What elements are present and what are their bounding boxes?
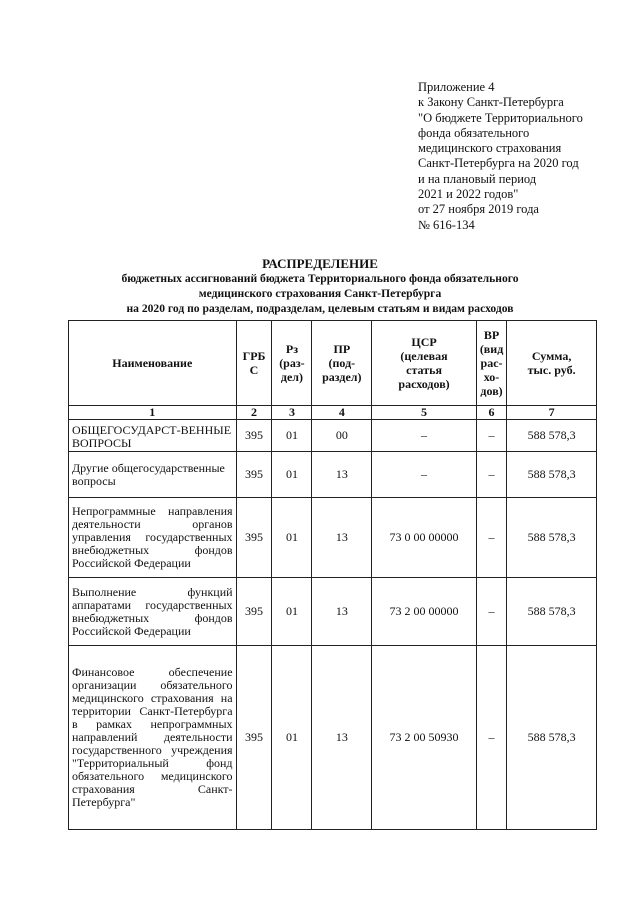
cell-rz: 01 <box>272 646 312 830</box>
row-name: Выполнение функций аппаратами государственных внебюджетных фондов Российской Федерации <box>69 578 237 646</box>
header-vr: ВР (вид рас- хо- дов) <box>476 321 506 406</box>
title-line: медицинского страхования Санкт-Петербурга <box>198 286 442 300</box>
cell-csr: 73 2 00 00000 <box>372 578 477 646</box>
cell-sum: 588 578,3 <box>507 452 597 498</box>
row-name: Другие общегосударственные вопросы <box>69 452 237 498</box>
cell-vr: – <box>476 578 506 646</box>
cell-pr: 13 <box>312 498 372 578</box>
cell-csr: – <box>372 420 477 452</box>
cell-grbs: 395 <box>236 420 272 452</box>
column-number: 2 <box>236 406 272 420</box>
cell-pr: 13 <box>312 578 372 646</box>
cell-rz: 01 <box>272 578 312 646</box>
header-sum: Сумма, тыс. руб. <box>507 321 597 406</box>
cell-csr: 73 2 00 50930 <box>372 646 477 830</box>
header-name: Наименование <box>69 321 237 406</box>
appendix-line: от 27 ноября 2019 года <box>418 202 539 217</box>
table-header-row <box>69 321 597 406</box>
cell-csr: – <box>372 452 477 498</box>
appendix-line: Санкт-Петербурга на 2020 год <box>418 156 579 171</box>
cell-csr: 73 0 00 00000 <box>372 498 477 578</box>
column-number: 4 <box>312 406 372 420</box>
cell-grbs: 395 <box>236 578 272 646</box>
cell-vr: – <box>476 452 506 498</box>
cell-sum: 588 578,3 <box>507 646 597 830</box>
cell-sum: 588 578,3 <box>507 420 597 452</box>
cell-grbs: 395 <box>236 498 272 578</box>
cell-vr: – <box>476 498 506 578</box>
row-name: Финансовое обеспечение организации обязательного медицинского страхования на территории Санкт-Петербурга в рамках непрограммных направлений деятельности государственного учреждения "Территориальный фонд обязательного медицинского страхования Санкт-Петербурга" <box>69 646 237 830</box>
cell-pr: 13 <box>312 452 372 498</box>
column-number: 1 <box>69 406 237 420</box>
table-row <box>69 578 597 646</box>
row-name: Непрограммные направления деятельности органов управления государственных внебюджетных фондов Российской Федерации <box>69 498 237 578</box>
cell-vr: – <box>476 420 506 452</box>
column-number: 7 <box>507 406 597 420</box>
cell-sum: 588 578,3 <box>507 498 597 578</box>
column-number: 5 <box>372 406 477 420</box>
title-main: РАСПРЕДЕЛЕНИЕ <box>262 256 378 271</box>
cell-vr: – <box>476 646 506 830</box>
header-rz: Рз (раз- дел) <box>272 321 312 406</box>
cell-pr: 13 <box>312 646 372 830</box>
cell-grbs: 395 <box>236 452 272 498</box>
header-grbs: ГРБ С <box>236 321 272 406</box>
budget-table <box>68 320 597 830</box>
appendix-line: 2021 и 2022 годов" <box>418 187 519 202</box>
row-name: ОБЩЕГОСУДАРСТ-ВЕННЫЕ ВОПРОСЫ <box>69 420 237 452</box>
cell-sum: 588 578,3 <box>507 578 597 646</box>
appendix-line: Приложение 4 <box>418 80 495 94</box>
column-number: 3 <box>272 406 312 420</box>
table-row <box>69 498 597 578</box>
cell-rz: 01 <box>272 452 312 498</box>
appendix-line: № 616-134 <box>418 217 475 232</box>
column-number: 6 <box>476 406 506 420</box>
header-csr: ЦСР (целевая статья расходов) <box>372 321 477 406</box>
column-number-row <box>69 406 597 420</box>
cell-grbs: 395 <box>236 646 272 830</box>
title-line: на 2020 год по разделам, подразделам, целевым статьям и видам расходов <box>126 301 514 315</box>
appendix-line: медицинского страхования <box>418 141 562 156</box>
cell-rz: 01 <box>272 420 312 452</box>
cell-rz: 01 <box>272 498 312 578</box>
appendix-line: "О бюджете Территориального <box>418 110 583 125</box>
table-row <box>69 420 597 452</box>
header-pr: ПР (под- раздел) <box>312 321 372 406</box>
appendix-line: и на плановый период <box>418 171 537 186</box>
appendix-line: к Закону Санкт-Петербурга <box>418 95 564 110</box>
appendix-line: фонда обязательного <box>418 125 530 140</box>
cell-pr: 00 <box>312 420 372 452</box>
appendix-note <box>418 80 583 233</box>
table-row <box>69 452 597 498</box>
table-row <box>69 646 597 830</box>
title-line: бюджетных ассигнований бюджета Территориального фонда обязательного <box>121 272 519 285</box>
document-title <box>0 256 640 316</box>
